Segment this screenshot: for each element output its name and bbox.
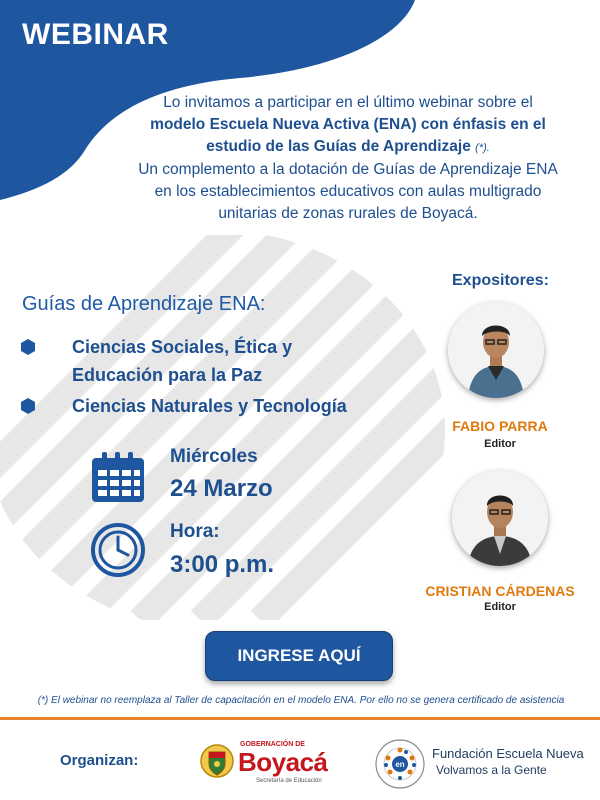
speakers-title: Expositores: <box>452 272 549 289</box>
intro-line-2: Un complemento a la dotación de Guías de Aprendizaje ENA <box>138 161 558 178</box>
boyaca-logo <box>200 738 340 790</box>
guides-title: Guías de Aprendizaje ENA: <box>22 293 266 315</box>
time-value: 3:00 p.m. <box>170 551 275 578</box>
subject-line: Ciencias Naturales y Tecnología <box>72 396 347 416</box>
footer-divider <box>0 717 600 720</box>
subject-item-social <box>20 333 292 389</box>
boyaca-gob-text: GOBERNACIÓN DE <box>240 741 305 748</box>
svg-text:en: en <box>395 760 405 769</box>
intro-line-1: Lo invitamos a participar en el último webinar sobre el <box>163 94 533 111</box>
speaker-name: CRISTIAN CÁRDENAS <box>425 583 575 599</box>
fundacion-seal-icon <box>374 738 426 790</box>
hexagon-bullet-icon <box>20 398 36 414</box>
speaker-avatar <box>448 302 544 398</box>
speaker-role: Editor <box>484 438 516 450</box>
disclaimer-text: (*) El webinar no reemplaza al Taller de capacitación en el modelo ENA. Por ello no se genera certificado de asistencia <box>37 695 565 706</box>
organizers-label: Organizan: <box>60 752 139 769</box>
speaker-role: Editor <box>484 601 516 613</box>
coat-of-arms-icon <box>200 740 234 782</box>
intro-text <box>110 92 586 225</box>
intro-line-3: en los establecimientos educativos con aulas multigrado <box>154 183 542 200</box>
intro-line-4: unitarias de zonas rurales de Boyacá. <box>218 205 478 222</box>
fundacion-slogan: Volvamos a la Gente <box>436 763 547 777</box>
person-icon <box>452 470 548 566</box>
speaker-avatar <box>452 470 548 566</box>
intro-bold-2: estudio de las Guías de Aprendizaje <box>206 138 471 155</box>
event-weekday: Miércoles <box>170 446 258 467</box>
time-label: Hora: <box>170 521 220 542</box>
calendar-icon <box>90 450 146 504</box>
boyaca-wordmark: Boyacá <box>238 747 328 777</box>
speaker-name: FABIO PARRA <box>452 418 548 434</box>
clock-icon <box>90 522 146 578</box>
event-date: 24 Marzo <box>170 475 273 502</box>
subject-line: Ciencias Sociales, Ética y <box>72 337 293 357</box>
hexagon-bullet-icon <box>20 339 36 355</box>
person-icon <box>448 302 544 398</box>
subject-item-natural <box>20 392 347 420</box>
subject-line: Educación para la Paz <box>72 365 263 385</box>
fundacion-name: Fundación Escuela Nueva <box>432 746 584 761</box>
page-title: WEBINAR <box>22 18 169 51</box>
intro-note-mark: (*). <box>475 142 490 154</box>
intro-bold-1: modelo Escuela Nueva Activa (ENA) con énfasis en el <box>150 116 546 133</box>
register-button[interactable]: INGRESE AQUÍ <box>205 631 393 681</box>
boyaca-subtitle: Secretaría de Educación <box>256 778 322 784</box>
